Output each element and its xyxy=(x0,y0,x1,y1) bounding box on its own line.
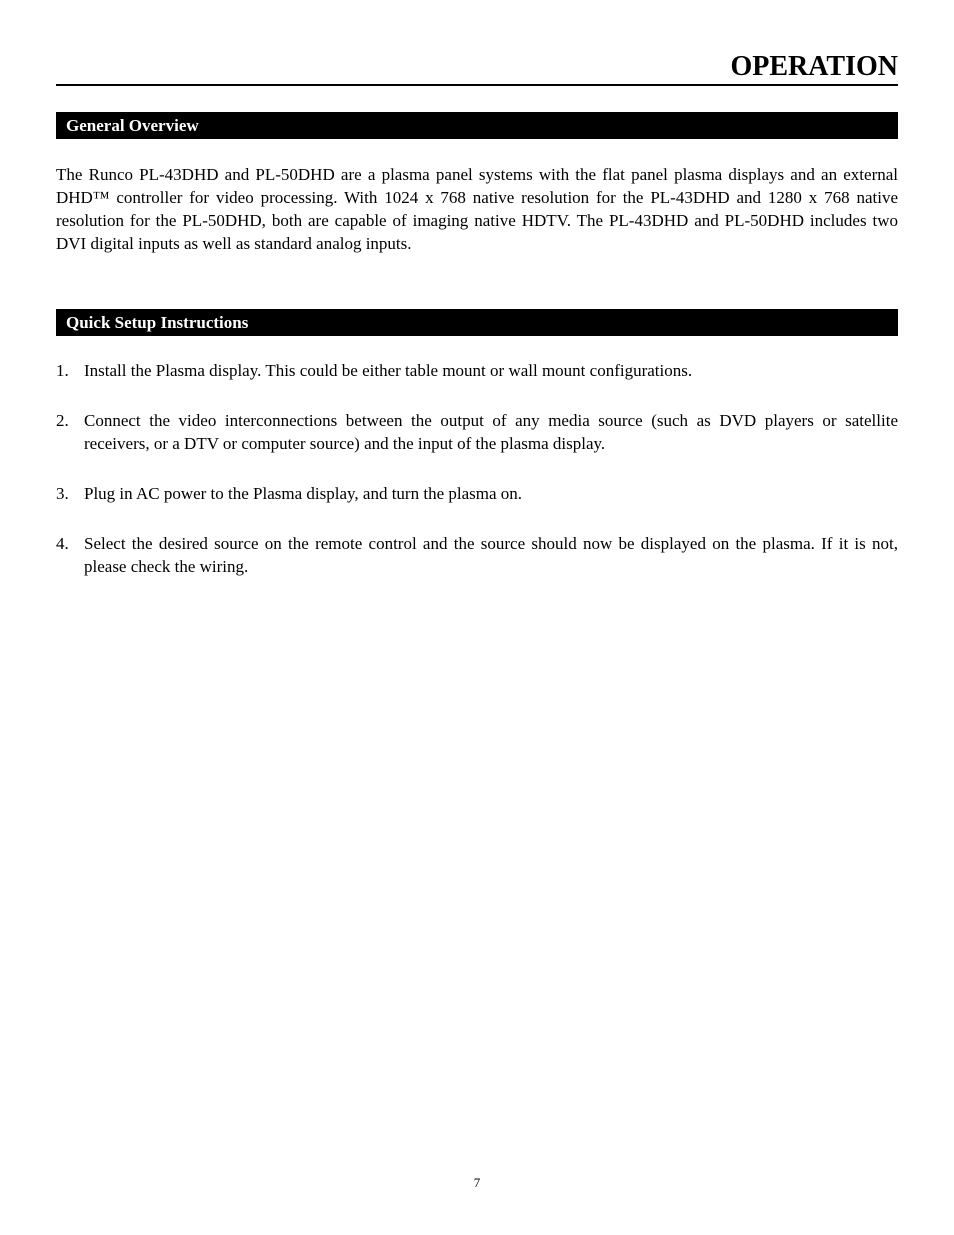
page-header xyxy=(56,48,898,86)
section-heading-quick-setup: Quick Setup Instructions xyxy=(56,309,898,336)
setup-step-1 xyxy=(56,359,898,382)
overview-paragraph: The Runco PL-43DHD and PL-50DHD are a plasma panel systems with the flat panel plasma displays and an external DHD™ controller for video processing. With 1024 x 768 native resolution for the PL-43DHD and 1280 x 768 native resolution for the PL-50DHD, both are capable of imaging native HDTV. The PL-43DHD and PL-50DHD includes two DVI digital inputs as well as standard analog inputs. xyxy=(56,165,898,253)
setup-steps-list xyxy=(56,359,898,578)
step-number: 2. xyxy=(56,411,69,430)
step-number: 1. xyxy=(56,361,69,380)
step-number: 3. xyxy=(56,484,69,503)
setup-step-4 xyxy=(56,532,898,578)
step-text: Plug in AC power to the Plasma display, and turn the plasma on. xyxy=(84,484,523,503)
page-title: OPERATION xyxy=(730,51,898,82)
step-text: Connect the video interconnections between the output of any media source (such as DVD players or satellite receivers, or a DTV or computer source) and the input of the plasma display. xyxy=(84,411,898,453)
section-heading-general-overview: General Overview xyxy=(56,112,898,139)
step-text: Install the Plasma display. This could be either table mount or wall mount configurations. xyxy=(84,361,693,380)
step-text: Select the desired source on the remote control and the source should now be displayed on the plasma. If it is not, please check the wiring. xyxy=(84,534,898,576)
page-number: 7 xyxy=(473,1175,481,1190)
setup-step-2 xyxy=(56,409,898,455)
setup-step-3 xyxy=(56,482,898,505)
step-number: 4. xyxy=(56,534,69,553)
